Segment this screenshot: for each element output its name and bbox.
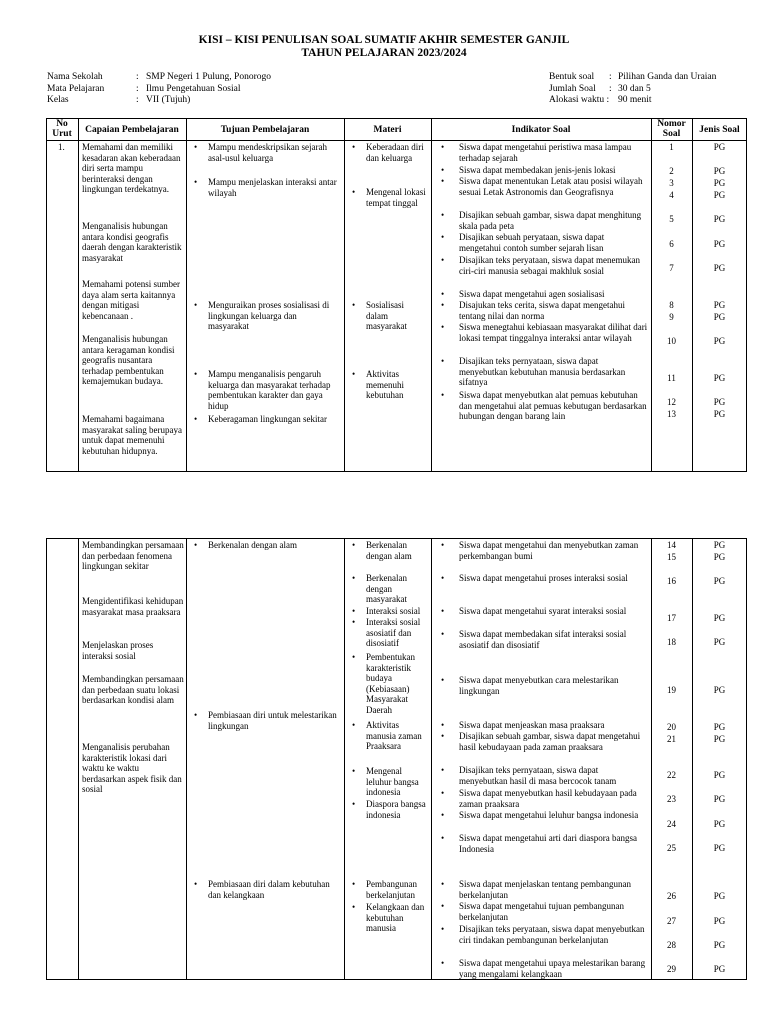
- tujuan-item: • Mampu menganalisis pengaruh keluarga dan masyarakat terhadap pembentukan karakter dan gaya hidup: [194, 369, 331, 411]
- jenis-soal: PG: [713, 685, 726, 695]
- materi-item: • Mengenal leluhur bangsa indonesia: [352, 766, 419, 798]
- header-tujuan: Tujuan Pembelajaran: [220, 125, 310, 135]
- info-sep: :: [136, 95, 139, 105]
- capaian-text: Memahami potensi sumber daya alam serta kaitannya dengan mitigasi kebencanaan .: [82, 279, 180, 321]
- indikator-item: • Siswa dapat mengetahui upaya melestarikan barang yang mengalami kelangkaan: [441, 958, 646, 979]
- capaian-text: Menganalisis perubahan karakteristik lokasi dari waktu ke waktu berdasarkan aspek fisik dan sosial: [82, 742, 182, 795]
- tujuan-item: • Mampu menjelaskan interaksi antar wilayah: [194, 177, 337, 198]
- capaian-text: Membandingkan persamaan dan perbedaan suatu lokasi berdasarkan kondisi alam: [82, 674, 184, 706]
- nomor-soal: 28: [667, 940, 676, 950]
- capaian-text: Memahami dan memiliki kesadaran akan keberadaan diri serta mampu berinteraksi dengan lingkungan terdekatnya.: [82, 142, 181, 195]
- indikator-item: • Siswa dapat mengetahui agen sosialisasi: [441, 289, 605, 299]
- capaian-text: Mengidentifikasi kehidupan masyarakat masa praaksara: [82, 596, 184, 617]
- jenis-soal: PG: [713, 552, 726, 562]
- jenis-soal: PG: [713, 964, 726, 974]
- indikator-item: • Disajukan teks cerita, siswa dapat mengetahui tentang nilai dan norma: [441, 300, 625, 321]
- indikator-item: • Siswa dapat menentukan Letak atau posisi wilayah sesuai Letak Astronomis dan Geografisnya: [441, 176, 643, 197]
- nomor-soal: 15: [667, 552, 676, 562]
- jenis-soal: PG: [713, 166, 726, 176]
- nomor-soal: 24: [667, 819, 676, 829]
- tujuan-item: • Mampu mendeskripsikan sejarah asal-usul keluarga: [194, 142, 327, 163]
- indikator-item: • Siswa dapat menjeaskan masa praaksara: [441, 720, 605, 730]
- nomor-soal: 7: [669, 263, 674, 273]
- materi-item: • Diaspora bangsa indonesia: [352, 799, 426, 820]
- info-sep: :: [609, 72, 612, 82]
- jenis-soal: PG: [713, 373, 726, 383]
- nomor-soal: 2: [669, 166, 674, 176]
- info-label: Jumlah Soal: [549, 84, 596, 94]
- nomor-soal: 10: [667, 336, 676, 346]
- indikator-item: • Disajikan sebuah gambar, siswa dapat mengetahui hasil kebudayaan pada zaman praaksara: [441, 731, 641, 752]
- info-label: Alokasi waktu :: [549, 95, 610, 105]
- jenis-soal: PG: [713, 637, 726, 647]
- info-label: Nama Sekolah: [47, 72, 103, 82]
- nomor-soal: 21: [667, 734, 676, 744]
- info-value: VII (Tujuh): [146, 95, 191, 105]
- materi-item: • Berkenalan dengan alam: [352, 540, 412, 561]
- jenis-soal: PG: [713, 576, 726, 586]
- document-subtitle: TAHUN PELAJARAN 2023/2024: [301, 47, 467, 59]
- nomor-soal: 18: [667, 637, 676, 647]
- jenis-soal: PG: [713, 239, 726, 249]
- jenis-soal: PG: [713, 613, 726, 623]
- materi-item: • Kelangkaan dan kebutuhan manusia: [352, 902, 425, 934]
- info-sep: :: [136, 72, 139, 82]
- nomor-soal: 4: [669, 190, 674, 200]
- jenis-soal: PG: [713, 263, 726, 273]
- jenis-soal: PG: [713, 540, 726, 550]
- jenis-soal: PG: [713, 843, 726, 853]
- header-capaian: Capaian Pembelajaran: [85, 125, 179, 135]
- jenis-soal: PG: [713, 722, 726, 732]
- jenis-soal: PG: [713, 940, 726, 950]
- jenis-soal: PG: [713, 142, 726, 152]
- materi-item: • Aktivitas memenuhi kebutuhan: [352, 369, 404, 401]
- info-label: Kelas: [47, 95, 69, 105]
- info-value: SMP Negeri 1 Pulung, Ponorogo: [146, 72, 272, 82]
- materi-item: • Pembentukan karakteristik budaya (Kebiasaan) Masyarakat Daerah: [352, 652, 415, 715]
- nomor-soal: 26: [667, 891, 676, 901]
- nomor-soal: 8: [669, 300, 674, 310]
- jenis-soal: PG: [713, 770, 726, 780]
- jenis-soal: PG: [713, 916, 726, 926]
- indikator-item: • Siswa dapat membedakan jenis-jenis lokasi: [441, 165, 616, 175]
- jenis-soal: PG: [713, 300, 726, 310]
- indikator-item: • Siswa dapat membedakan sifat interaksi sosial asosiatif dan disosiatif: [441, 629, 627, 650]
- document-title: KISI – KISI PENULISAN SOAL SUMATIF AKHIR SEMESTER GANJIL: [198, 34, 570, 46]
- indikator-item: • Siswa dapat mengetahui syarat interaksi sosial: [441, 606, 627, 616]
- materi-item: • Mengenal lokasi tempat tinggal: [352, 187, 426, 208]
- materi-item: • Pembangunan berkelanjutan: [352, 879, 417, 900]
- jenis-soal: PG: [713, 819, 726, 829]
- jenis-soal: PG: [713, 190, 726, 200]
- jenis-soal: PG: [713, 409, 726, 419]
- jenis-soal: PG: [713, 214, 726, 224]
- jenis-soal: PG: [713, 336, 726, 346]
- info-label: Mata Pelajaran: [47, 84, 105, 94]
- nomor-soal: 20: [667, 722, 676, 732]
- indikator-item: • Disajikan teks pernyataan, siswa dapat menyebutkan kebutuhan manusia berdasarkan sifatnya: [441, 356, 626, 388]
- jenis-soal: PG: [713, 734, 726, 744]
- indikator-item: • Siswa dapat menjelaskan tentang pembangunan berkelanjutan: [441, 879, 631, 900]
- header-materi: Materi: [373, 125, 402, 135]
- info-value: Pilihan Ganda dan Uraian: [618, 72, 717, 82]
- nomor-soal: 12: [667, 397, 676, 407]
- info-value: 90 menit: [618, 95, 652, 105]
- header-no-urut: No Urut: [52, 119, 72, 139]
- capaian-text: Memahami bagaimana masyarakat saling berupaya untuk dapat memenuhi kebutuhan hidupnya.: [82, 414, 182, 456]
- indikator-item: • Disajikan teks peryataan, siswa dapat menemukan ciri-ciri manusia sebagai makhluk sosial: [441, 255, 640, 276]
- indikator-item: • Siswa dapat mengetahui arti dari diaspora bangsa Indonesia: [441, 833, 637, 854]
- nomor-soal: 23: [667, 794, 676, 804]
- nomor-soal: 13: [667, 409, 676, 419]
- nomor-soal: 29: [667, 964, 676, 974]
- materi-item: • Interaksi sosial: [352, 606, 421, 616]
- nomor-soal: 17: [667, 613, 676, 623]
- jenis-soal: PG: [713, 397, 726, 407]
- nomor-soal: 3: [669, 178, 674, 188]
- indikator-item: • Siswa dapat mengetahui proses interaksi sosial: [441, 573, 628, 583]
- capaian-text: Menganalisis hubungan antara keragaman kondisi geografis nusantara terhadap pembentukan kemajemukan budaya.: [82, 334, 175, 387]
- info-sep: :: [609, 84, 612, 94]
- nomor-soal: 27: [667, 916, 676, 926]
- nomor-soal: 1: [669, 142, 674, 152]
- header-indikator: Indikator Soal: [511, 125, 571, 135]
- tujuan-item: • Menguraikan proses sosialisasi di lingkungan keluarga dan masyarakat: [194, 300, 330, 332]
- indikator-item: • Disajikan sebuah peryataan, siswa dapat mengetahui contoh sumber sejarah lisan: [441, 232, 605, 253]
- tujuan-item: • Keberagaman lingkungan sekitar: [194, 414, 327, 424]
- header-nomor-soal: Nomor Soal: [657, 119, 686, 139]
- indikator-item: • Disajikan teks pernyataan, siswa dapat menyebutkan hasil di masa bercocok tanam: [441, 765, 617, 786]
- nomor-soal: 9: [669, 312, 674, 322]
- capaian-text: Menjelaskan proses interaksi sosial: [82, 640, 154, 661]
- materi-item: • Interaksi sosial asosiatif dan disosiatif: [352, 617, 421, 649]
- nomor-soal: 14: [667, 540, 676, 550]
- nomor-soal: 11: [667, 373, 676, 383]
- nomor-soal: 19: [667, 685, 676, 695]
- materi-item: • Keberadaan diri dan keluarga: [352, 142, 424, 163]
- jenis-soal: PG: [713, 178, 726, 188]
- materi-item: • Aktivitas manusia zaman Praaksara: [352, 720, 422, 752]
- indikator-item: • Siswa menegtahui kebiasaan masyarakat dilihat dari lokasi tempat tinggalnya interaksi antar wilayah: [441, 322, 648, 343]
- nomor-soal: 25: [667, 843, 676, 853]
- nomor-soal: 6: [669, 239, 674, 249]
- materi-item: • Sosialisasi dalam masyarakat: [352, 300, 407, 332]
- jenis-soal: PG: [713, 891, 726, 901]
- indikator-item: • Siswa dapat mengetahui dan menyebutkan zaman perkembangan bumi: [441, 540, 639, 561]
- indikator-item: • Siswa dapat menyebutkan alat pemuas kebutuhan dan mengetahui alat pemuas kebutugan berdasarkan hubungan dengan barang lain: [441, 390, 647, 422]
- indikator-item: • Disajikan teks peryataan, siswa dapat menyebutkan ciri tindakan pembangunan berkelanjutan: [441, 924, 645, 945]
- info-label: Bentuk soal: [549, 72, 595, 82]
- info-value: Ilmu Pengetahuan Sosial: [146, 84, 241, 94]
- indikator-item: • Disajikan sebuah gambar, siswa dapat menghitung skala pada peta: [441, 210, 642, 231]
- capaian-text: Membandingkan persamaan dan perbedaan fenomena lingkungan sekitar: [82, 540, 184, 572]
- capaian-text: Menganalisis hubungan antara kondisi geografis daerah dengan karakteristik masyarakat: [82, 221, 182, 263]
- indikator-item: • Siswa dapat mengetahui leluhur bangsa indonesia: [441, 810, 639, 820]
- indikator-item: • Siswa dapat menyebutkan cara melestarikan lingkungan: [441, 675, 619, 696]
- nomor-soal: 16: [667, 576, 676, 586]
- materi-item: • Berkenalan dengan masyarakat: [352, 573, 407, 605]
- nomor-soal: 22: [667, 770, 676, 780]
- indikator-item: • Siswa dapat menyebutkan hasil kebudayaan pada zaman praaksara: [441, 788, 637, 809]
- jenis-soal: PG: [713, 312, 726, 322]
- header-jenis-soal: Jenis Soal: [699, 125, 740, 135]
- info-value: 30 dan 5: [618, 84, 651, 94]
- info-sep: :: [136, 84, 139, 94]
- tujuan-item: • Pembiasaan diri untuk melestarikan lingkungan: [194, 710, 337, 731]
- indikator-item: • Siswa dapat mengetahui tujuan pembangunan berkelanjutan: [441, 901, 624, 922]
- row-number: 1.: [58, 142, 65, 152]
- tujuan-item: • Pembiasaan diri dalam kebutuhan dan kelangkaan: [194, 879, 330, 900]
- tujuan-item: • Berkenalan dengan alam: [194, 540, 297, 550]
- jenis-soal: PG: [713, 794, 726, 804]
- nomor-soal: 5: [669, 214, 674, 224]
- indikator-item: • Siswa dapat mengetahui peristiwa masa lampau terhadap sejarah: [441, 142, 632, 163]
